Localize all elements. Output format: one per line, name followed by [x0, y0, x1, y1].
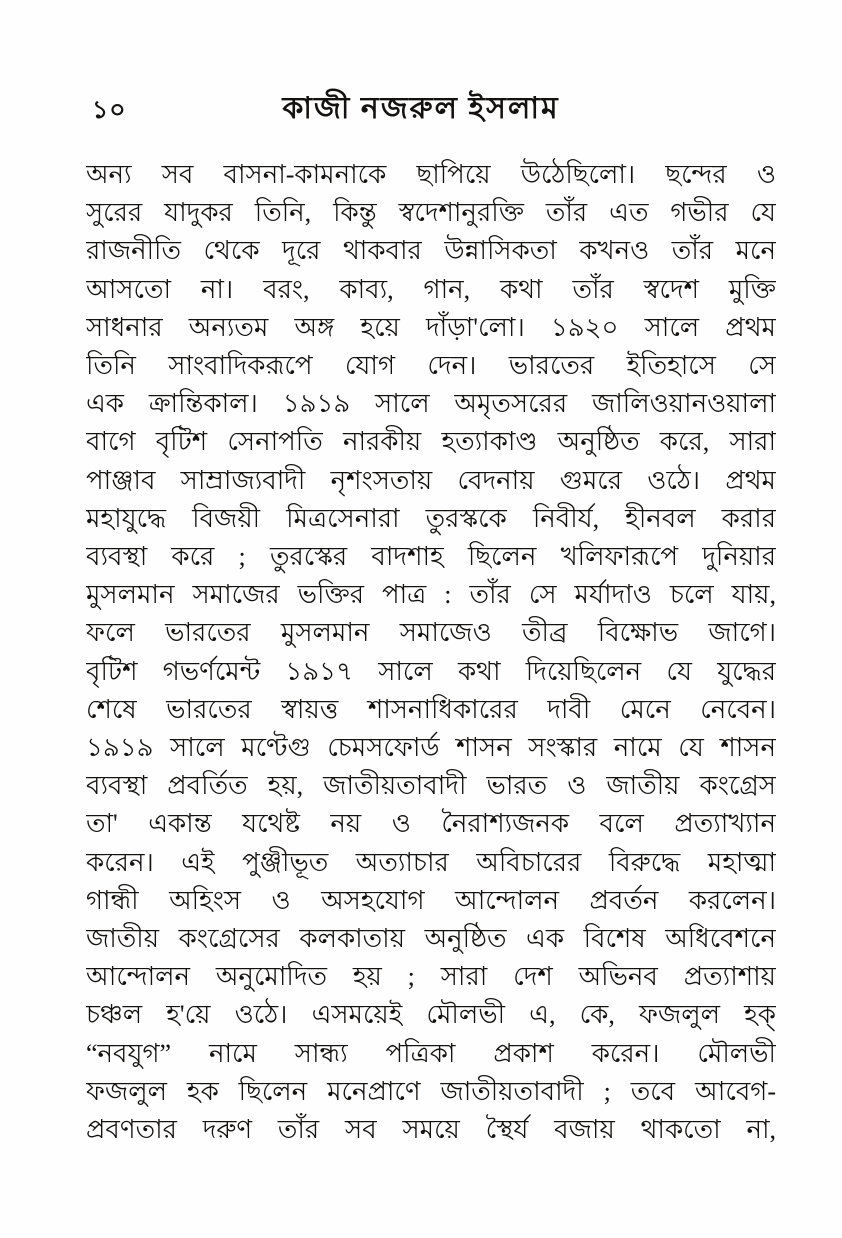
- text-line: তা' একান্ত যথেষ্ট নয় ও নৈরাশ্যজনক বলে প্রত্যাখ্যান: [86, 809, 776, 839]
- page-header: [0, 84, 842, 128]
- text-line: সুরের যাদুকর তিনি, কিন্তু স্বদেশানুরক্তি তাঁর এত গভীর যে: [86, 198, 776, 228]
- text-line: তিনি সাংবাদিকরূপে যোগ দেন। ভারতের ইতিহাসে সে: [86, 351, 776, 381]
- text-line: সাধনার অন্যতম অঙ্গ হয়ে দাঁড়া'লো। ১৯২০ সালে প্রথম: [86, 312, 776, 342]
- text-line: আন্দোলন অনুমোদিত হয় ; সারা দেশ অভিনব প্রত্যাশায়: [86, 962, 776, 992]
- text-line: জাতীয় কংগ্রেসের কলকাতায় অনুষ্ঠিত এক বিশেষ অধিবেশনে: [86, 924, 776, 954]
- text-line: বৃটিশ গভর্ণমেন্ট ১৯১৭ সালে কথা দিয়েছিলেন যে যুদ্ধের: [86, 656, 776, 686]
- text-line: ফজলুল হক ছিলেন মনেপ্রাণে জাতীয়তাবাদী ; তবে আবেগ-: [86, 1076, 776, 1106]
- text-line: এক ক্রান্তিকাল। ১৯১৯ সালে অমৃতসরের জালিওয়ানওয়ালা: [86, 389, 776, 419]
- text-line: গান্ধী অহিংস ও অসহযোগ আন্দোলন প্রবর্তন করলেন।: [86, 885, 776, 915]
- text-line: বাগে বৃটিশ সেনাপতি নারকীয় হত্যাকাণ্ড অনুষ্ঠিত করে, সারা: [86, 427, 776, 457]
- text-line: “নবযুগ” নামে সান্ধ্য পত্রিকা প্রকাশ করেন। মৌলভী: [86, 1038, 776, 1068]
- text-line: ১৯১৯ সালে মণ্টেগু চেমসফোর্ড শাসন সংস্কার নামে যে শাসন: [86, 733, 776, 763]
- text-line: আসতো না। বরং, কাব্য, গান, কথা তাঁর স্বদেশ মুক্তি: [86, 274, 776, 304]
- text-line: শেষে ভারতের স্বায়ত্ত শাসনাধিকারের দাবী মেনে নেবেন।: [86, 694, 776, 724]
- text-line: অন্য সব বাসনা-কামনাকে ছাপিয়ে উঠেছিলো। ছন্দের ও: [86, 160, 776, 189]
- text-line: ব্যবস্থা প্রবর্তিত হয়, জাতীয়তাবাদী ভারত ও জাতীয় কংগ্রেস: [86, 771, 776, 801]
- text-line: রাজনীতি থেকে দূরে থাকবার উন্নাসিকতা কখনও তাঁর মনে: [86, 236, 776, 266]
- body-text: [86, 156, 776, 1149]
- text-line: করেন। এই পুঞ্জীভূত অত্যাচার অবিচারের বিরুদ্ধে মহাত্মা: [86, 847, 776, 877]
- text-line: প্রবণতার দরুণ তাঁর সব সময়ে স্থৈর্য বজায় থাকতো না,: [86, 1115, 776, 1145]
- text-line: চঞ্চল হ'য়ে ওঠে। এসময়েই মৌলভী এ, কে, ফজলুল হক্: [86, 1000, 776, 1030]
- page-number: ১০: [92, 97, 127, 124]
- running-header-title: কাজী নজরুল ইসলাম: [282, 92, 560, 125]
- text-line: পাঞ্জাব সাম্রাজ্যবাদী নৃশংসতায় বেদনায় গুমরে ওঠে। প্রথম: [86, 465, 776, 495]
- text-line: মুসলমান সমাজের ভক্তির পাত্র : তাঁর সে মর্যাদাও চলে যায়,: [86, 580, 776, 610]
- text-line: ফলে ভারতের মুসলমান সমাজেও তীব্র বিক্ষোভ জাগে।: [86, 618, 776, 648]
- text-line: মহাযুদ্ধে বিজয়ী মিত্রসেনারা তুরস্ককে নিবীর্য, হীনবল করার: [86, 503, 776, 533]
- text-line: ব্যবস্থা করে ; তুরস্কের বাদশাহ ছিলেন খলিফারূপে দুনিয়ার: [86, 542, 776, 572]
